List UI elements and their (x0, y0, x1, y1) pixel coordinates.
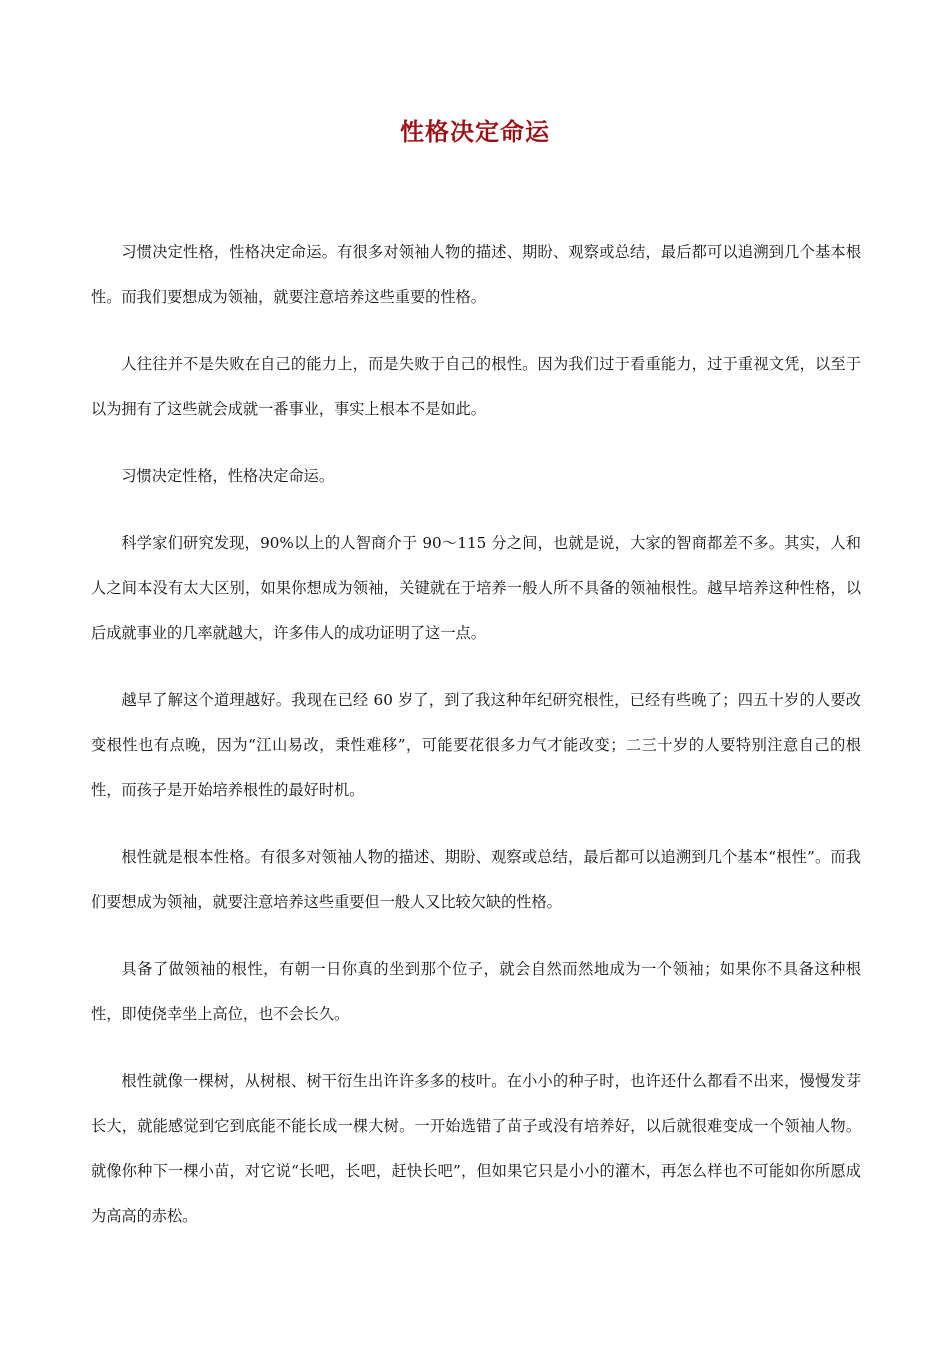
paragraph: 具备了做领袖的根性，有朝一日你真的坐到那个位子，就会自然而然地成为一个领袖；如果你不具备这种根性，即使侥幸坐上高位，也不会长久。 (91, 960, 861, 1023)
paragraph: 习惯决定性格，性格决定命运。 (121, 467, 335, 485)
paragraph: 根性就是根本性格。有很多对领袖人物的描述、期盼、观察或总结，最后都可以追溯到几个基本“根性”。而我们要想成为领袖，就要注意培养这些重要但一般人又比较欠缺的性格。 (91, 848, 861, 911)
article-body (91, 230, 861, 1261)
paragraph: 习惯决定性格，性格决定命运。有很多对领袖人物的描述、期盼、观察或总结，最后都可以追溯到几个基本根性。而我们要想成为领袖，就要注意培养这些重要的性格。 (91, 243, 861, 306)
paragraph: 科学家们研究发现，90%以上的人智商介于 90～115 分之间，也就是说，大家的智商都差不多。其实，人和人之间本没有太大区别，如果你想成为领袖，关键就在于培养一般人所不具备的领袖根性。越早培养这种性格，以后成就事业的几率就越大，许多伟人的成功证明了这一点。 (91, 534, 861, 642)
paragraph: 越早了解这个道理越好。我现在已经 60 岁了，到了我这种年纪研究根性，已经有些晚了；四五十岁的人要改变根性也有点晚，因为“江山易改，秉性难移”，可能要花很多力气才能改变；二三十岁的人要特别注意自己的根性，而孩子是开始培养根性的最好时机。 (91, 691, 861, 799)
page-title: 性格决定命运 (400, 117, 550, 147)
paragraph: 人往往并不是失败在自己的能力上，而是失败于自己的根性。因为我们过于看重能力，过于重视文凭，以至于以为拥有了这些就会成就一番事业，事实上根本不是如此。 (91, 355, 861, 418)
paragraph: 根性就像一棵树，从树根、树干衍生出许许多多的枝叶。在小小的种子时，也许还什么都看不出来，慢慢发芽长大，就能感觉到它到底能不能长成一棵大树。一开始选错了苗子或没有培养好，以后就很难变成一个领袖人物。就像你种下一棵小苗，对它说“长吧，长吧，赶快长吧”，但如果它只是小小的灌木，再怎么样也不可能如你所愿成为高高的赤松。 (91, 1072, 861, 1225)
